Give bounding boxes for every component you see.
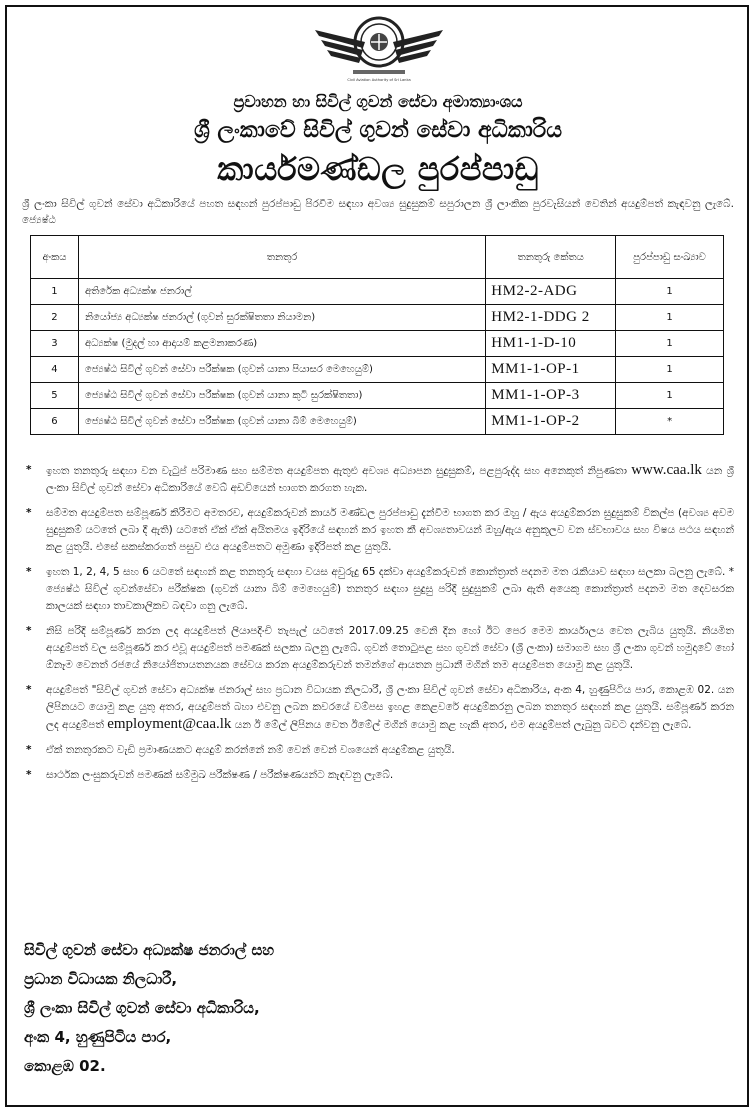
address-line: සිවිල් ගුවන් සේවා අධ්‍යක්ෂ ජනරාල් සහ xyxy=(24,941,275,959)
ministry-title: ප්‍රවාහන හා සිවිල් ගුවන් සේවා අමාත්‍යාංශය xyxy=(233,92,523,111)
intro-paragraph: ශ්‍රී ලංකා සිවිල් ගුවන් සේවා අධිකාරියේ පහත සඳහන් පුරප්පාඩු පිරවීම සඳහා අවශ්‍ය සුදුසුකම් සපුරාලන ශ්‍රී ලාංකික පුරවැසියන් වෙතින් අයදුම්පත් කැඳවනු ලැබේ. ජ්‍යෙෂ්ඨ xyxy=(22,198,734,226)
row-number: 6 xyxy=(31,409,79,435)
post-code: MM1-1-OP-1 xyxy=(486,357,616,383)
post-code: HM2-2-ADG xyxy=(486,279,616,305)
note-multiple-posts: * ඒක් තනතුරකට වැඩි ප්‍රමාණයකට අයදුම් කරන්නේ නම් වෙන් වෙන් වශයෙන් අයදුම්කළ යුතුයි. xyxy=(22,742,734,759)
vacancy-count: 1 xyxy=(616,279,724,305)
vacancy-count: 1 xyxy=(616,383,724,409)
post-name: අධ්‍යක්ෂ (මුදල් හා ආදායම් කළමනාකරණ) xyxy=(78,331,485,357)
row-number: 1 xyxy=(31,279,79,305)
column-header-post: තනතුර xyxy=(78,236,485,279)
table-row xyxy=(31,409,724,435)
address-line: ප්‍රධාන විධායක නිලධාරී, xyxy=(24,970,178,988)
note-download: * ඉහත තනතුරු සඳහා වන වැටුප් පරිමාණ සහ සම්මත අයදුම්පත ඇතුළු අවශ්‍ය අධ්‍යාපන සුදුසුකම්, පළපුරුද්ද සහ අනෙකුත් නිපුණතා www.caa.lk යන ශ්‍රී ලංකා සිවිල් ගුවන් සේවා අධිකාරියේ වෙබ් අඩවියෙන් භාගත කරගත හැක. xyxy=(26,462,735,494)
vacancies-headline: කාර්යමණ්ඩල පුරප්පාඩු xyxy=(217,150,539,188)
asterisk-bullet-icon: * xyxy=(26,464,32,476)
row-number: 3 xyxy=(31,331,79,357)
asterisk-bullet-icon: * xyxy=(26,769,32,781)
authority-title: ශ්‍රී ලංකාවේ සිවිල් ගුවන් සේවා අධිකාරිය xyxy=(193,118,563,143)
table-row xyxy=(31,383,724,409)
row-number: 4 xyxy=(31,357,79,383)
column-header-no: අංකය xyxy=(31,236,79,279)
vacancy-count: 1 xyxy=(616,357,724,383)
asterisk-bullet-icon: * xyxy=(26,625,32,637)
address-line: ශ්‍රී ලංකා සිවිල් ගුවන් සේවා අධිකාරිය, xyxy=(24,999,260,1017)
address-block xyxy=(24,936,524,1081)
table-header-row xyxy=(31,236,724,279)
post-name: ජ්‍යෙෂ්ඨ සිවිල් ගුවන් සේවා පරීක්ෂක (ගුවන් යානා පියාසර මෙහෙයුම්) xyxy=(78,357,485,383)
asterisk-bullet-icon: * xyxy=(26,744,32,756)
post-name: අතිරේක අධ්‍යක්ෂ ජනරාල් xyxy=(78,279,485,305)
vacancy-count: * xyxy=(616,409,724,435)
column-header-code: තනතුරු කේතය xyxy=(486,236,616,279)
vacancy-count: 1 xyxy=(616,331,724,357)
table-row xyxy=(31,305,724,331)
vacancy-count: 1 xyxy=(616,305,724,331)
asterisk-bullet-icon: * xyxy=(26,507,32,519)
post-code: MM1-1-OP-2 xyxy=(486,409,616,435)
website-link[interactable]: www.caa.lk xyxy=(631,462,702,478)
vacancies-table xyxy=(30,235,724,435)
email-link[interactable]: employment@caa.lk xyxy=(107,716,232,732)
notes-section xyxy=(22,462,734,792)
table-row xyxy=(31,331,724,357)
note-age-limit: * ඉහත 1, 2, 4, 5 සහ 6 යටතේ සඳහන් කළ තනතුරු සඳහා වයස අවුරුදු 65 දක්වා අයදුම්කරුවන් කොන්ත්‍රාත් පදනම මත රැකියාව සඳහා සලකා බලනු ලැබේ. * ජ්‍යෙෂ්ඨ සිවිල් ගුවන්සේවා පරීක්ෂක (ගුවන් යානා බිම් මෙහෙයුම්) තනතුර සඳහා සුදුසු පරිදි සුදුසුකම් ලබා ඇති අයෙකු කොන්ත්‍රාත් පදනම මත දෙවසරක කාලයක් සඳහා තාවකාලිකව බඳවා ගනු ලැබේ. xyxy=(26,566,734,612)
asterisk-bullet-icon: * xyxy=(26,684,32,696)
post-name: ජ්‍යෙෂ්ඨ සිවිල් ගුවන් සේවා පරීක්ෂක (ගුවන් යානා බිම් මෙහෙයුම්) xyxy=(78,409,485,435)
table-row xyxy=(31,279,724,305)
row-number: 2 xyxy=(31,305,79,331)
note-submission: * අයදුම්පත් "සිවිල් ගුවන් සේවා අධ්‍යක්ෂ ජනරාල් සහ ප්‍රධාන විධායක නිලධාරී, ශ්‍රී ලංකා සිවිල් ගුවන් සේවා අධිකාරිය, අංක 4, හුණුපිටිය පාර, කොළඹ 02. යන ලිපිනයට යොමු කළ යුතු අතර, අයදුම්පත් බහා එවනු ලබන කවරයේ වම්පස ඉහළ කෙළවරේ අයදුම්කරනු ලබන තනතුර සඳහන් කළ යුතුයි. සම්පූර්ණ කරන ලද අයදුම්පත් employment@caa.lk යන ඊ මේල් ලිපිනය වෙත ඊමේල් මගින් යොමු කළ හැකි අතර, එම අයදුම්පත් ලැබුනු බවට දන්වනු ලැබේ. xyxy=(26,684,734,732)
svg-text:Civil Aviation Authority of Sr: Civil Aviation Authority of Sri Lanka xyxy=(347,78,411,82)
column-header-count: පුරප්පාඩු සංඛ්‍යාව xyxy=(616,236,724,279)
post-name: නියෝජ්‍ය අධ්‍යක්ෂ ජනරාල් (ගුවන් සුරක්ෂිතතා නියාමන) xyxy=(78,305,485,331)
note-deadline: * නිසි පරිදි සම්පූර්ණ කරන ලද අයදුම්පත් ලියාපදිංචි තැපැල් යටතේ 2017.09.25 වෙනි දින හෝ ඊට පෙර මෙම කාර්යාලය වෙත ලැබිය යුතුයි. නියමිත අයදුම්පත් වල සම්පූර්ණ කර එවූ අයදුම්පත් පමණක් සලකා බලනු ලැබේ. ගුවන් තොටුපළ සහ ගුවන් සේවා (ශ්‍රී ලංකා) සමාගම සහ ශ්‍රී ලංකා ගුවන් හමුදාවේ හෝ ඕනෑම වෙනත් රජයේ නියෝජිතායතනයක සේවය කරන අයදුම්කරුවන් තමන්ගේ ආයතන ප්‍රධානී මගින් තම අයදුම්පත යොමු කළ යුතුයි. xyxy=(26,625,734,671)
note-application-form: * සම්මත අයදුම්පත සම්පූර්ණ කිරීමට අමතරව, අයදුම්කරුවන් කාර්ය මණ්ඩල පුරප්පාඩු දැන්වීම භාගත කර ඔහු / ඇය අයදුම්කරන සුදුසුකම් විකල්ප (අවශ්‍ය අවම සුදුසුකම් යටතේ ලබා දී ඇති) යටතේ ඒක් ඒක් අයිතමය ඉදිරියේ සඳහන් කර ඉහත කී අවශ්‍යතාවයන් ඔහු/ඇය අනුකූලව වන ස්වභාවය සහ විෂය පථය සඳහන් කළ යුතුයි. එසේ සකස්කරගත් පසුව එය අයදුම්පතට අමුණා ඉදිරිපත් කළ යුතුයි. xyxy=(26,507,734,553)
caa-emblem-logo xyxy=(313,12,445,82)
row-number: 5 xyxy=(31,383,79,409)
note-interviews: * සාර්ථක ලංසුකරුවන් පමණක් සම්මුඛ පරීක්ෂණ / පරීක්ෂණයන්ට කැඳවනු ලැබේ. xyxy=(22,767,734,784)
address-line: අංක 4, හුණුපිටිය පාර, xyxy=(24,1028,172,1046)
asterisk-bullet-icon: * xyxy=(26,566,32,578)
post-code: MM1-1-OP-3 xyxy=(486,383,616,409)
table-row xyxy=(31,357,724,383)
post-code: HM2-1-DDG 2 xyxy=(486,305,616,331)
post-code: HM1-1-D-10 xyxy=(486,331,616,357)
post-name: ජ්‍යෙෂ්ඨ සිවිල් ගුවන් සේවා පරීක්ෂක (ගුවන් යානා කුටි සුරක්ෂිතතා) xyxy=(78,383,485,409)
address-line: කොළඹ 02. xyxy=(24,1057,106,1075)
